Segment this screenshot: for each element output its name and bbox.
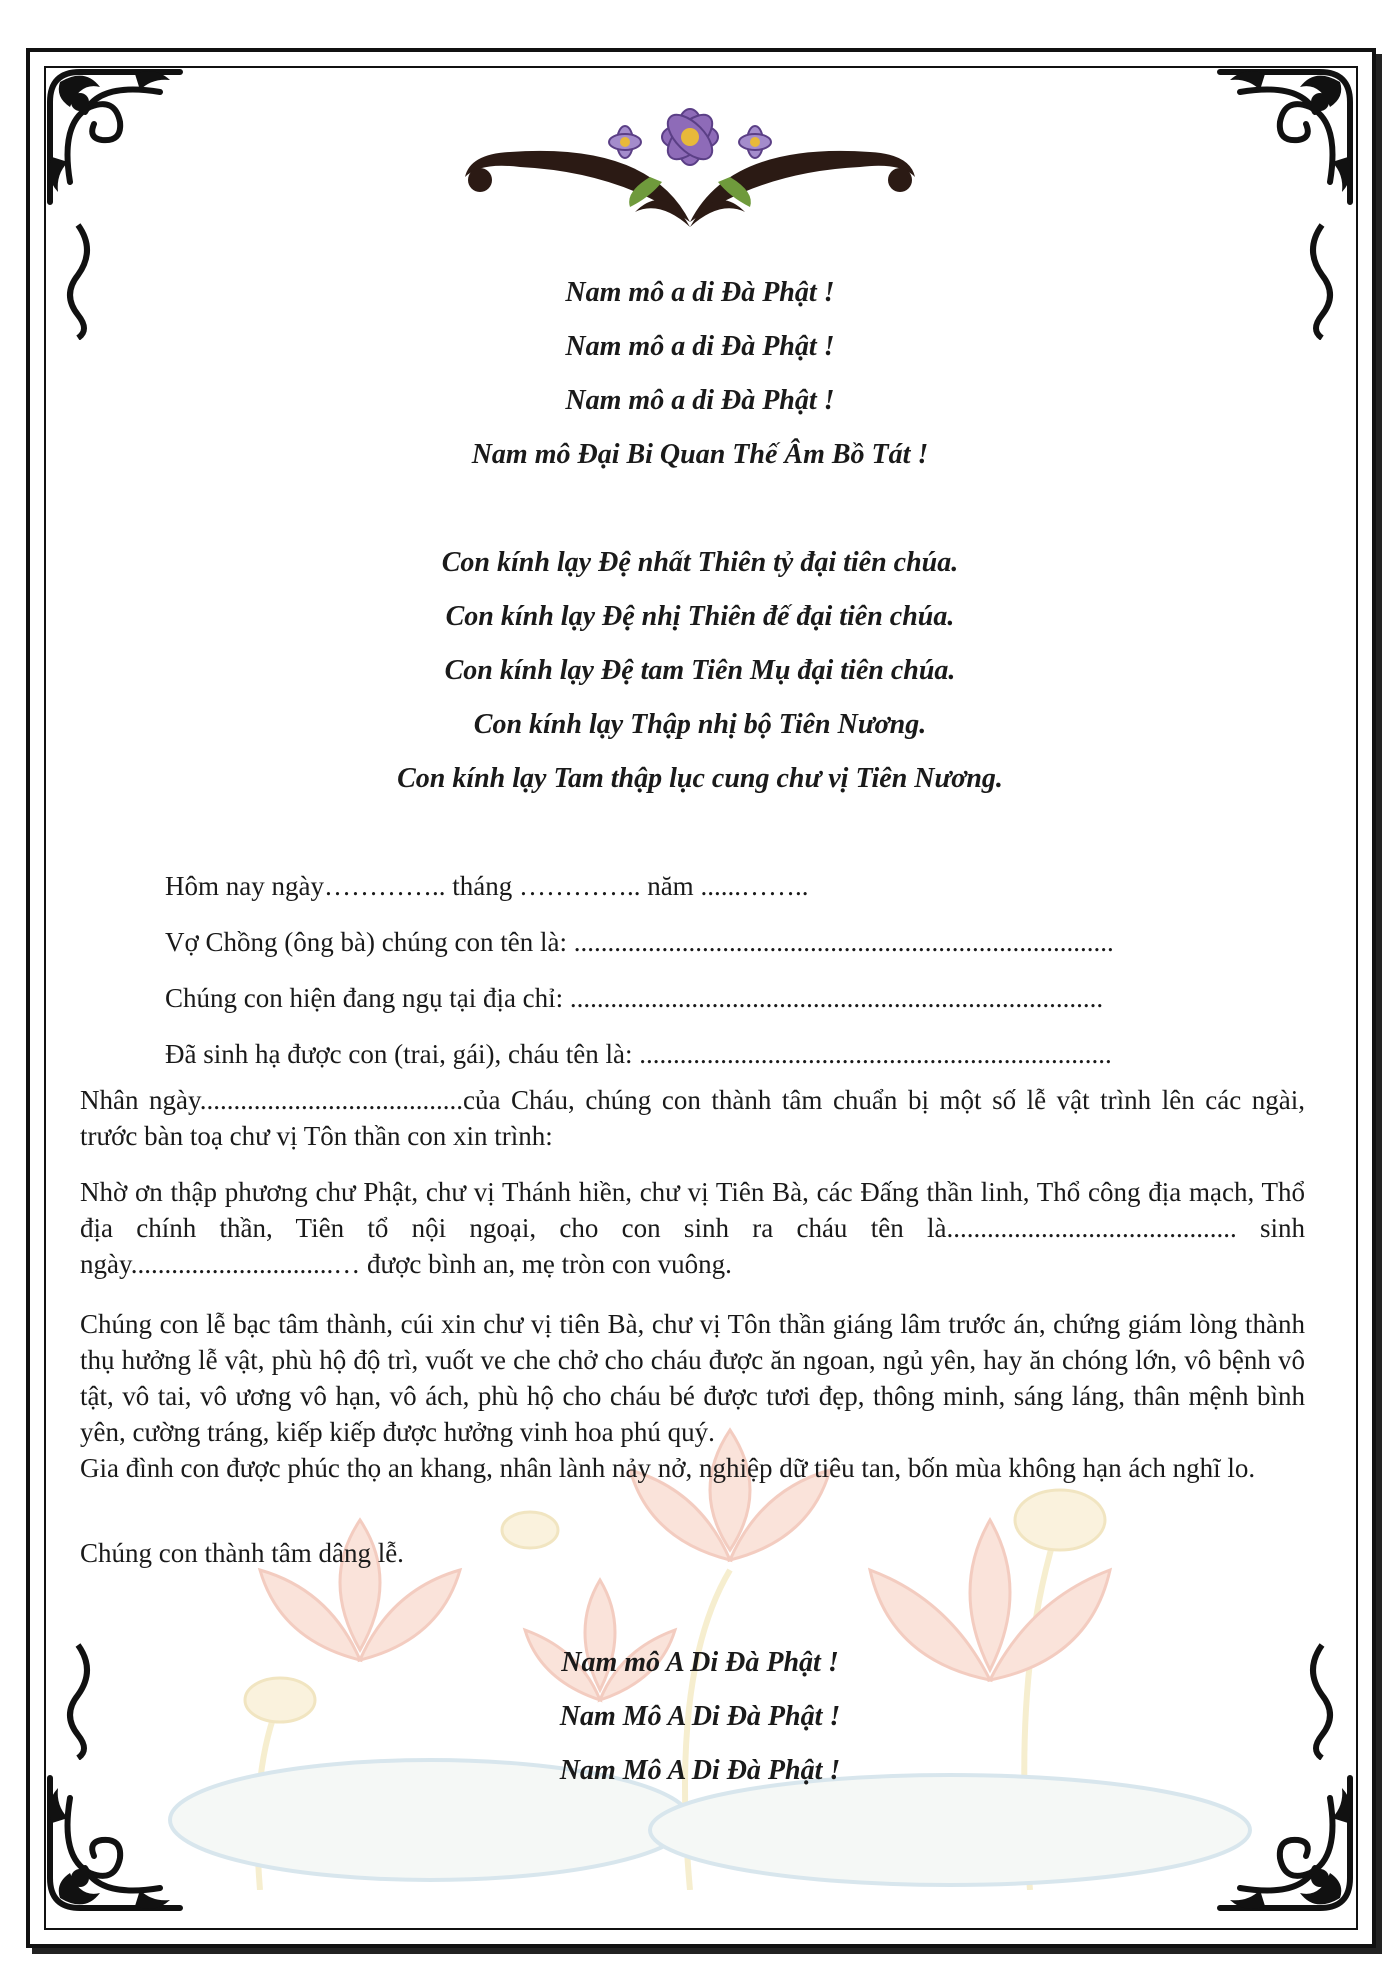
offering-paragraph: Chúng con thành tâm dâng lễ. (80, 1538, 404, 1568)
closing-line: Nam Mô A Di Đà Phật ! (559, 1701, 841, 1732)
form-fields (165, 858, 1305, 1082)
corner-ornament-top-left (40, 62, 190, 212)
closing-invocations (0, 1636, 1400, 1798)
homage-line: Con kính lạy Đệ tam Tiên Mụ đại tiên chúa. (444, 655, 956, 686)
homage-lines (0, 536, 1400, 806)
address-line: Chúng con hiện đang ngụ tại địa chỉ: ............................................................................... (165, 983, 1104, 1013)
closing-line: Nam Mô A Di Đà Phật ! (559, 1755, 841, 1786)
header-flower-ornament (450, 82, 930, 242)
child-name-line: Đã sinh hạ được con (trai, gái), cháu tên là: ...................................................................... (165, 1039, 1112, 1069)
homage-line: Con kính lạy Thập nhị bộ Tiên Nương. (473, 709, 927, 740)
invocation-line: Nam mô Đại Bi Quan Thế Âm Bồ Tát ! (471, 439, 929, 470)
corner-ornament-top-right (1210, 62, 1360, 212)
homage-line: Con kính lạy Tam thập lục cung chư vị Tiên Nương. (397, 763, 1003, 794)
homage-line: Con kính lạy Đệ nhị Thiên đế đại tiên chúa. (445, 601, 955, 632)
gratitude-paragraph: Nhờ ơn thập phương chư Phật, chư vị Thánh hiền, chư vị Tiên Bà, các Đấng thần linh, Thổ công địa mạch, Thổ địa chính thần, Tiên tổ nội ngoại, cho con sinh ra cháu tên là........................................... sinh ngày..............................… được bình an, mẹ tròn con vuông. (80, 1177, 1305, 1279)
opening-invocations (0, 266, 1400, 482)
closing-line: Nam mô A Di Đà Phật ! (561, 1647, 839, 1678)
invocation-line: Nam mô a di Đà Phật ! (565, 277, 835, 308)
occasion-paragraph: Nhân ngày.......................................của Cháu, chúng con thành tâm chuẩn bị một số lễ vật trình lên các ngài, trước bàn toạ chư vị Tôn thần con xin trình: (80, 1085, 1305, 1151)
family-paragraph: Gia đình con được phúc thọ an khang, nhân lành nảy nở, nghiệp dữ tiêu tan, bốn mùa không hạn ách nghĩ lo. (80, 1453, 1256, 1483)
invocation-line: Nam mô a di Đà Phật ! (565, 331, 835, 362)
couple-name-line: Vợ Chồng (ông bà) chúng con tên là: ................................................................................ (165, 927, 1114, 957)
invocation-line: Nam mô a di Đà Phật ! (565, 385, 835, 416)
petition-paragraph: Chúng con lễ bạc tâm thành, cúi xin chư vị tiên Bà, chư vị Tôn thần giáng lâm trước án, chứng giám lòng thành thụ hưởng lễ vật, phù hộ độ trì, vuốt ve che chở cho cháu được ăn ngoan, ngủ yên, hay ăn chóng lớn, vô bệnh vô tật, vô tai, vô ương vô hạn, vô ách, phù hộ cho cháu bé được tươi đẹp, thông minh, sáng láng, thân mệnh bình yên, cường tráng, kiếp kiếp được hưởng vinh hoa phú quý. (80, 1309, 1305, 1447)
date-line: Hôm nay ngày………….. tháng ………….. năm ......…….. (165, 871, 809, 901)
homage-line: Con kính lạy Đệ nhất Thiên tỷ đại tiên chúa. (441, 547, 959, 578)
